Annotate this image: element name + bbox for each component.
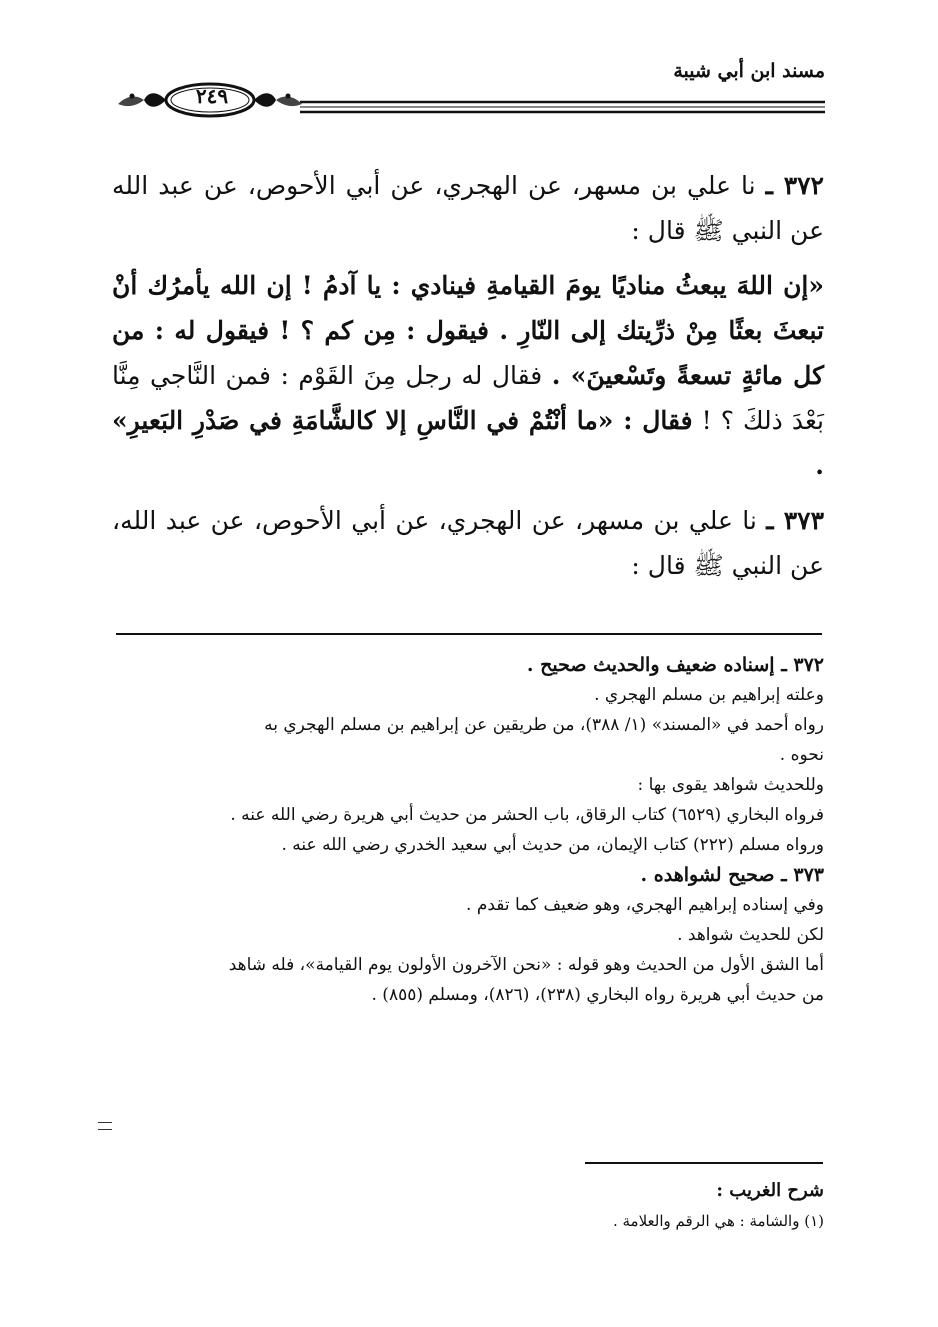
hadith-number: ٣٧٢ ـ	[765, 171, 824, 200]
note-heading: ٣٧٢ ـ إسناده ضعيف والحديث صحيح .	[526, 654, 824, 676]
hadith-372-isnad	[112, 163, 824, 253]
glossary-title: شرح الغريب :	[716, 1180, 824, 1201]
footnote-divider	[116, 633, 822, 635]
note-line: وفي إسناده إبراهيم الهجري، وهو ضعيف كما تقدم .	[466, 895, 824, 915]
note-line: ورواه مسلم (٢٢٢) كتاب الإيمان، من حديث أبي سعيد الخدري رضي الله عنه .	[281, 835, 824, 855]
note-line: فرواه البخاري (٦٥٢٩) كتاب الرقاق، باب الحشر من حديث أبي هريرة رضي الله عنه .	[230, 805, 824, 825]
running-title: مسند ابن أبي شيبة	[673, 60, 825, 82]
hadith-372-matn	[112, 263, 824, 488]
page-number: ٢٤٩	[195, 84, 229, 108]
isnad-text: نا علي بن مسهر، عن الهجري، عن أبي الأحوص، عن عبد الله عن النبي ﷺ قال :	[112, 171, 824, 245]
margin-mark	[98, 1122, 112, 1130]
footnotes	[112, 650, 824, 1010]
main-text	[112, 163, 824, 598]
glossary	[112, 1176, 824, 1236]
note-line: نحوه .	[779, 745, 824, 765]
glossary-divider	[585, 1162, 823, 1164]
hadith-text: فقال : «ما أنْتُمْ في النَّاسِ إلا كالشَّامَةِ في صَدْرِ البَعيرِ» .	[112, 406, 824, 480]
note-heading: ٣٧٣ ـ صحيح لشواهده .	[640, 864, 824, 886]
hadith-373-isnad	[112, 498, 824, 588]
narration-text: فقال له رجل مِنَ القَوْم : فمن النَّاجي مِنَّا بَعْدَ ذلكَ ؟ !	[112, 361, 824, 435]
note-line: وللحديث شواهد يقوى بها :	[637, 775, 824, 795]
hadith-number: ٣٧٣ ـ	[766, 506, 825, 535]
glossary-item: (١) والشامة : هي الرقم والعلامة .	[612, 1212, 824, 1230]
isnad-text: نا علي بن مسهر، عن الهجري، عن أبي الأحوص، عن عبد الله، عن النبي ﷺ قال :	[112, 506, 824, 580]
note-line: رواه أحمد في «المسند» (١/ ٣٨٨)، من طريقين عن إبراهيم بن مسلم الهجري به	[264, 715, 824, 735]
note-line: من حديث أبي هريرة رواه البخاري (٢٣٨)، (٨٢٦)، ومسلم (٨٥٥) .	[371, 985, 824, 1005]
note-line: لكن للحديث شواهد .	[677, 925, 824, 945]
note-line: أما الشق الأول من الحديث وهو قوله : «نحن الآخرون الأولون يوم القيامة»، فله شاهد	[228, 955, 824, 975]
note-line: وعلته إبراهيم بن مسلم الهجري .	[594, 685, 824, 705]
hadith-text: «إن اللهَ يبعثُ مناديًا يومَ القيامةِ فينادي : يا آدمُ ! إن الله يأمرُك أنْ تبعثَ بعثًا مِنْ ذرِّيتك إلى النّارِ . فيقول : مِن كم ؟ ! فيقول له : من كل مائةٍ تسعةً وتَسْعينَ» .	[112, 271, 824, 390]
page-header	[110, 58, 825, 128]
